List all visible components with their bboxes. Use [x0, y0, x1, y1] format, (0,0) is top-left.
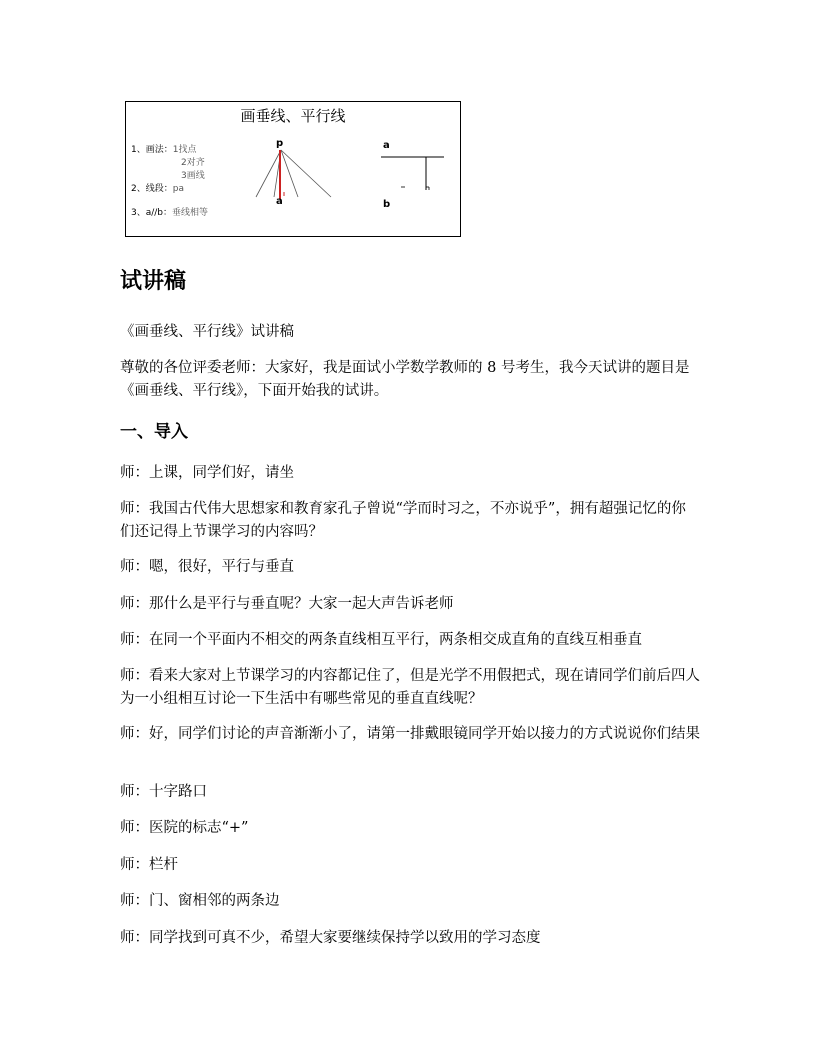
- note-segment-value: pa: [172, 184, 184, 194]
- paragraph-1: 师：上课，同学们好，请坐: [120, 465, 294, 481]
- paragraph-2: 师：我国古代伟大思想家和教育家孔子曾说“学而时习之，不亦说乎”，拥有超强记忆的你们还记得上节课学习的内容吗？: [120, 501, 686, 540]
- paragraph-3: 师：嗯，很好，平行与垂直: [120, 559, 294, 575]
- label-b: b: [383, 199, 391, 210]
- note-segment-label: 2、线段：: [131, 184, 173, 194]
- paragraph-4: 师：那什么是平行与垂直呢？大家一起大声告诉老师: [120, 596, 454, 612]
- note-step1: 1找点: [172, 145, 197, 155]
- label-a-left: a: [276, 196, 283, 207]
- note-method-label: 1、画法：: [131, 145, 173, 155]
- note-step2: 2对齐: [181, 158, 205, 168]
- label-a-right: a: [383, 140, 390, 151]
- board-title: 画垂线、平行线: [240, 107, 346, 125]
- note-parallel-value: 垂线相等: [172, 208, 209, 218]
- paragraph-7: 师：好，同学们讨论的声音渐渐小了，请第一排戴眼镜同学开始以接力的方式说说你们结果: [120, 726, 700, 742]
- paragraph-8: 师：十字路口: [120, 784, 207, 800]
- blackboard-figure: [125, 101, 461, 237]
- paragraph-5: 师：在同一个平面内不相交的两条直线相互平行，两条相交成直角的直线互相垂直: [120, 632, 642, 648]
- paragraph-11: 师：门、窗相邻的两条边: [120, 893, 280, 909]
- paragraph-6: 师：看来大家对上节课学习的内容都记住了，但是光学不用假把式，现在请同学们前后四人为一小组相互讨论一下生活中有哪些常见的垂直直线呢？: [120, 668, 700, 707]
- section-heading-intro: 一、导入: [120, 422, 188, 442]
- paragraph-12: 师：同学找到可真不少，希望大家要继续保持学以致用的学习态度: [120, 930, 541, 946]
- document-subtitle: 《画垂线、平行线》试讲稿: [120, 324, 294, 340]
- note-step3: 3画线: [181, 171, 205, 181]
- paragraph-9: 师：医院的标志“+”: [120, 820, 249, 836]
- intro-paragraph: 尊敬的各位评委老师：大家好，我是面试小学数学教师的 8 号考生，我今天试讲的题目是《画垂线、平行线》，下面开始我的试讲。: [120, 360, 690, 399]
- label-p: p: [276, 138, 284, 149]
- paragraph-10: 师：栏杆: [120, 857, 178, 873]
- oblique-line-right: [281, 150, 331, 197]
- board-drawing: [126, 102, 460, 236]
- document-title: 试讲稿: [120, 269, 187, 294]
- oblique-line-mid-right: [281, 150, 298, 197]
- note-parallel-label: 3、a//b：: [131, 208, 173, 218]
